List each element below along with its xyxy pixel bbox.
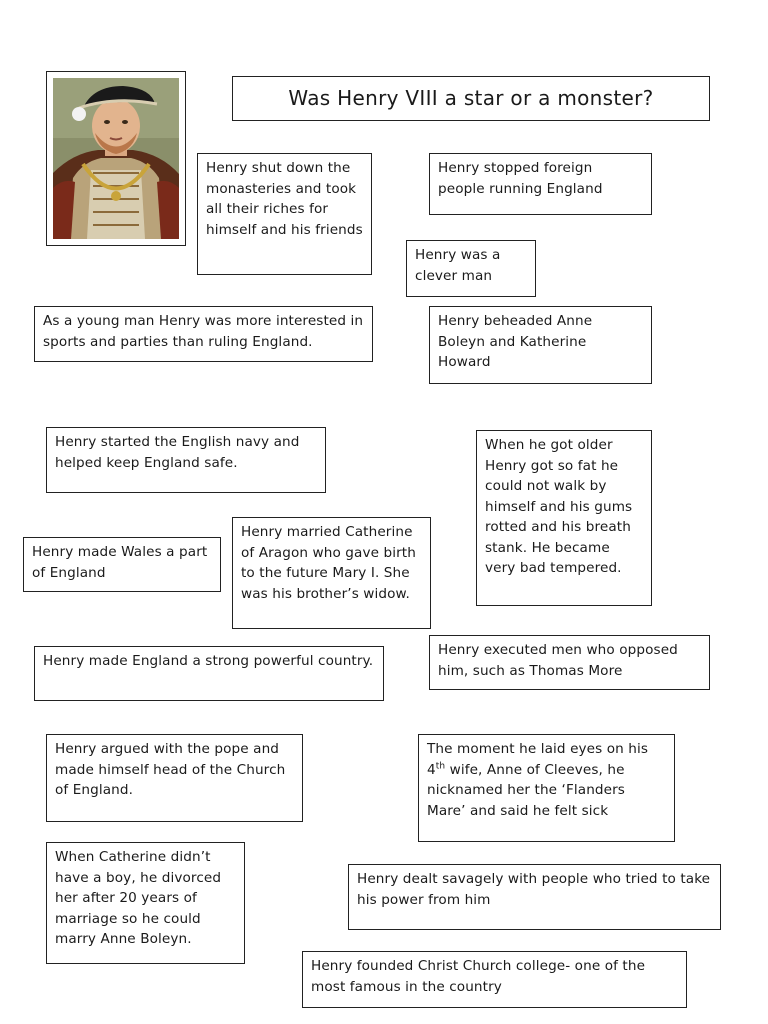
card-savagely: Henry dealt savagely with people who tried to take his power from him [348, 864, 721, 930]
card-cleeves-superscript: th [435, 760, 446, 771]
card-foreign: Henry stopped foreign people running England [429, 153, 652, 215]
card-cleeves [418, 734, 675, 842]
card-young: As a young man Henry was more interested in sports and parties than ruling England. [34, 306, 373, 362]
card-married: Henry married Catherine of Aragon who gave birth to the future Mary I. She was his brother’s widow. [232, 517, 431, 629]
card-navy: Henry started the English navy and helped keep England safe. [46, 427, 326, 493]
card-christchurch: Henry founded Christ Church college- one of the most famous in the country [302, 951, 687, 1008]
henry-viii-portrait-frame [46, 71, 186, 246]
card-divorce: When Catherine didn’t have a boy, he divorced her after 20 years of marriage so he could marry Anne Boleyn. [46, 842, 245, 964]
card-clever: Henry was a clever man [406, 240, 536, 297]
card-executed: Henry executed men who opposed him, such as Thomas More [429, 635, 710, 690]
page-title: Was Henry VIII a star or a monster? [232, 76, 710, 121]
card-fat: When he got older Henry got so fat he could not walk by himself and his gums rotted and his breath stank. He became very bad tempered. [476, 430, 652, 606]
card-cleeves-text-before: The moment he laid eyes on his 4 [427, 741, 649, 778]
card-wales: Henry made Wales a part of England [23, 537, 221, 592]
henry-viii-portrait-icon [53, 78, 179, 239]
card-monasteries: Henry shut down the monasteries and took all their riches for himself and his friends [197, 153, 372, 275]
card-strong: Henry made England a strong powerful country. [34, 646, 384, 701]
card-beheaded: Henry beheaded Anne Boleyn and Katherine Howard [429, 306, 652, 384]
card-cleeves-text-after: wife, Anne of Cleeves, he nicknamed her the ‘Flanders Mare’ and said he felt sick [427, 761, 625, 819]
card-pope: Henry argued with the pope and made himself head of the Church of England. [46, 734, 303, 822]
